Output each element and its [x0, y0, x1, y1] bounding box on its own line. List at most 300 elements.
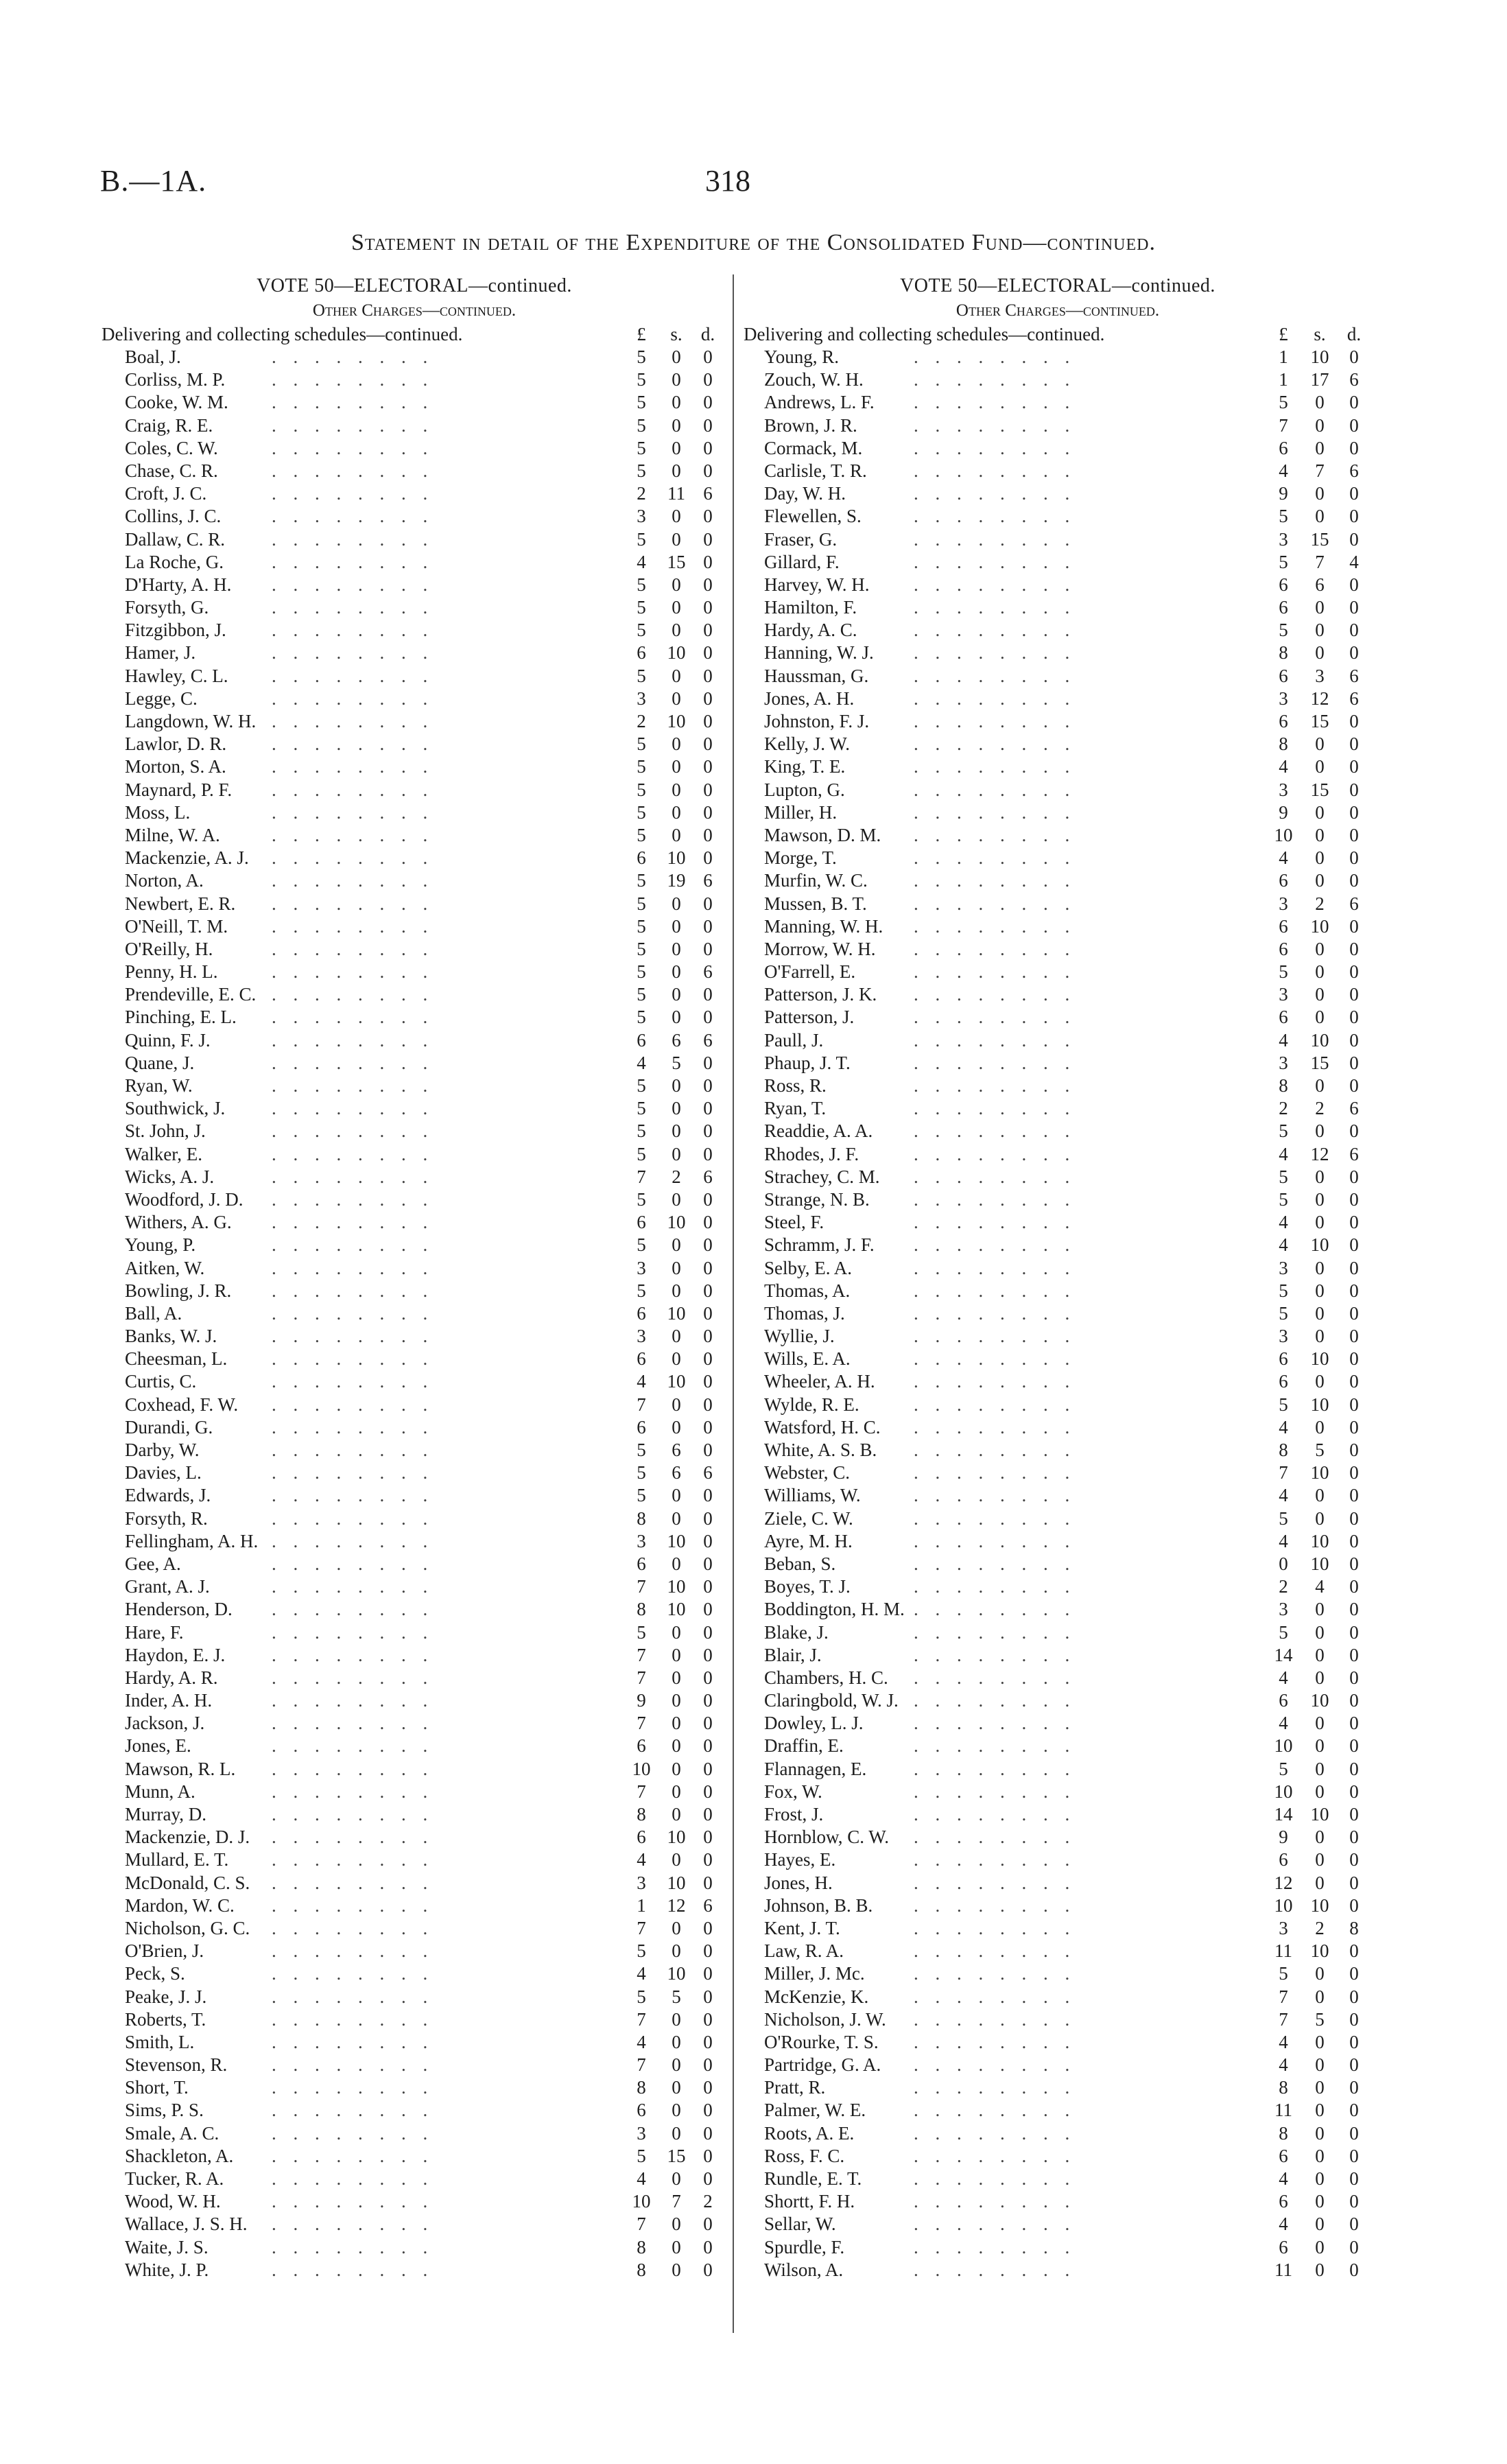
payee-name: Wood, W. H. — [125, 2191, 221, 2212]
amount-pence: 0 — [1349, 801, 1359, 823]
leader-dots: . . . . . . . . — [272, 1917, 434, 1938]
leader-dots: . . . . . . . . — [272, 2168, 434, 2189]
amount-pounds: 14 — [1274, 1644, 1293, 1665]
ledger-row — [102, 1689, 727, 1712]
amount-pounds: 6 — [637, 1553, 646, 1574]
payee-name: Morton, S. A. — [125, 756, 226, 777]
payee-name: Boddington, H. M. — [764, 1599, 905, 1620]
amount-shillings: 2 — [1315, 1098, 1325, 1119]
amount-pounds: 6 — [637, 1212, 646, 1233]
payee-name: Blair, J. — [764, 1644, 822, 1665]
ledger-row — [102, 915, 727, 938]
amount-pounds: 8 — [637, 1599, 646, 1620]
leader-dots: . . . . . . . . — [914, 392, 1076, 413]
payee-name: Smith, L. — [125, 2031, 195, 2052]
leader-dots: . . . . . . . . — [914, 2145, 1076, 2166]
leader-dots: . . . . . . . . — [914, 2214, 1076, 2235]
leader-dots: . . . . . . . . — [914, 1530, 1076, 1551]
amount-pence: 0 — [1349, 1576, 1359, 1597]
amount-shillings: 0 — [1315, 1781, 1325, 1802]
shillings-heading: s. — [670, 324, 683, 344]
ledger-row — [744, 1439, 1372, 1462]
amount-shillings: 10 — [667, 1212, 686, 1233]
amount-pence: 0 — [1349, 414, 1359, 436]
ledger-row — [102, 1097, 727, 1120]
amount-pence: 6 — [703, 483, 713, 504]
leader-dots: . . . . . . . . — [272, 734, 434, 755]
amount-pence: 0 — [1349, 483, 1359, 504]
leader-dots: . . . . . . . . — [272, 483, 434, 504]
leader-dots: . . . . . . . . — [272, 1234, 434, 1256]
amount-shillings: 0 — [1315, 1485, 1325, 1506]
amount-shillings: 0 — [672, 2168, 681, 2189]
ledger-row — [102, 2076, 727, 2099]
ledger-row — [744, 1143, 1372, 1166]
amount-pounds: 5 — [637, 392, 646, 413]
amount-pence: 0 — [703, 1713, 713, 1734]
amount-pounds: 8 — [637, 2077, 646, 2098]
amount-shillings: 0 — [672, 801, 681, 823]
page-number: 318 — [705, 164, 750, 198]
ledger-row — [102, 847, 727, 869]
payee-name: Morrow, W. H. — [764, 938, 876, 959]
leader-dots: . . . . . . . . — [914, 1485, 1076, 1506]
payee-name: Brown, J. R. — [764, 414, 857, 436]
amount-pence: 0 — [703, 1280, 713, 1301]
ledger-row — [102, 1598, 727, 1621]
amount-shillings: 0 — [1315, 1644, 1325, 1665]
amount-pence: 0 — [703, 620, 713, 641]
amount-pounds: 7 — [637, 1917, 646, 1938]
amount-pence: 0 — [1349, 1188, 1359, 1210]
leader-dots: . . . . . . . . — [272, 2145, 434, 2166]
leader-dots: . . . . . . . . — [272, 2214, 434, 2235]
amount-shillings: 0 — [1315, 1963, 1325, 1984]
amount-shillings: 0 — [1315, 870, 1325, 891]
left-column — [102, 273, 727, 2281]
amount-pence: 0 — [703, 2008, 713, 2030]
amount-pounds: 5 — [1279, 1507, 1288, 1529]
leader-dots: . . . . . . . . — [914, 414, 1076, 436]
payee-name: King, T. E. — [764, 756, 846, 777]
amount-pounds: 2 — [637, 711, 646, 731]
payee-name: Croft, J. C. — [125, 483, 207, 504]
leader-dots: . . . . . . . . — [272, 1440, 434, 1460]
vote-heading: VOTE 50—ELECTORAL—continued. — [257, 275, 572, 296]
ledger-row — [744, 755, 1372, 778]
amount-shillings: 0 — [672, 414, 681, 436]
amount-pounds: 5 — [637, 961, 646, 983]
amount-pence: 0 — [1349, 1440, 1359, 1460]
payee-name: Pratt, R. — [764, 2077, 826, 2098]
amount-pence: 0 — [1349, 2236, 1359, 2257]
amount-shillings: 0 — [672, 1007, 681, 1028]
leader-dots: . . . . . . . . — [272, 369, 434, 390]
ledger-row — [102, 938, 727, 961]
amount-shillings: 12 — [1310, 688, 1329, 709]
amount-shillings: 0 — [1315, 756, 1325, 777]
leader-dots: . . . . . . . . — [272, 1872, 434, 1893]
amount-pounds: 5 — [1279, 1120, 1288, 1142]
payee-name: Shackleton, A. — [125, 2145, 234, 2166]
amount-shillings: 6 — [672, 1029, 681, 1051]
payee-name: Day, W. H. — [764, 483, 846, 504]
payee-name: Quane, J. — [125, 1052, 195, 1073]
payee-name: Beban, S. — [764, 1553, 836, 1574]
ledger-row — [744, 574, 1372, 596]
leader-dots: . . . . . . . . — [272, 847, 434, 869]
leader-dots: . . . . . . . . — [914, 847, 1076, 869]
leader-dots: . . . . . . . . — [914, 1280, 1076, 1301]
amount-shillings: 6 — [672, 1462, 681, 1483]
amount-pounds: 5 — [637, 1280, 646, 1301]
leader-dots: . . . . . . . . — [272, 2077, 434, 2098]
leader-dots: . . . . . . . . — [272, 1621, 434, 1643]
leader-dots: . . . . . . . . — [914, 1052, 1076, 1073]
amount-pence: 0 — [703, 847, 713, 869]
payee-name: Darby, W. — [125, 1440, 200, 1460]
payee-name: Draffin, E. — [764, 1735, 844, 1757]
amount-pence: 0 — [1349, 1963, 1359, 1984]
ledger-row — [102, 2213, 727, 2236]
ledger-row — [102, 1644, 727, 1667]
amount-pounds: 7 — [1279, 1462, 1288, 1483]
amount-pence: 0 — [1349, 392, 1359, 413]
payee-name: White, A. S. B. — [764, 1440, 877, 1460]
payee-name: Wylde, R. E. — [764, 1394, 859, 1415]
amount-shillings: 0 — [1315, 938, 1325, 959]
ledger-row — [744, 1188, 1372, 1211]
amount-shillings: 0 — [672, 1690, 681, 1711]
amount-shillings: 7 — [672, 2191, 681, 2212]
leader-dots: . . . . . . . . — [272, 1849, 434, 1870]
leader-dots: . . . . . . . . — [914, 1371, 1076, 1392]
ledger-row — [102, 733, 727, 755]
amount-shillings: 0 — [672, 938, 681, 959]
leader-dots: . . . . . . . . — [914, 1507, 1076, 1529]
amount-pence: 0 — [1349, 1849, 1359, 1870]
amount-pence: 6 — [1349, 460, 1359, 481]
amount-pounds: 3 — [637, 1530, 646, 1551]
amount-pounds: 6 — [1279, 597, 1288, 618]
ledger-row — [744, 1872, 1372, 1894]
amount-pounds: 4 — [1279, 1667, 1288, 1688]
amount-shillings: 0 — [1315, 847, 1325, 869]
payee-name: Morge, T. — [764, 847, 837, 869]
ledger-row — [102, 2099, 727, 2122]
amount-shillings: 0 — [672, 2031, 681, 2052]
amount-shillings: 10 — [667, 1576, 686, 1597]
leader-dots: . . . . . . . . — [272, 2191, 434, 2212]
payee-name: Roberts, T. — [125, 2008, 206, 2030]
amount-shillings: 10 — [1310, 1894, 1329, 1916]
ledger-row — [744, 1348, 1372, 1370]
amount-pounds: 6 — [1279, 437, 1288, 458]
leader-dots: . . . . . . . . — [914, 984, 1076, 1005]
amount-shillings: 0 — [1315, 2259, 1325, 2280]
amount-pence: 0 — [1349, 2214, 1359, 2235]
amount-shillings: 15 — [1310, 1052, 1329, 1073]
ledger-row — [744, 2259, 1372, 2281]
amount-shillings: 0 — [672, 1621, 681, 1643]
amount-shillings: 10 — [1310, 1553, 1329, 1574]
amount-pounds: 2 — [637, 483, 646, 504]
payee-name: White, J. P. — [125, 2259, 209, 2280]
ledger-row — [744, 893, 1372, 915]
amount-pence: 0 — [1349, 1621, 1359, 1643]
ledger-row — [102, 2008, 727, 2031]
leader-dots: . . . . . . . . — [914, 1143, 1076, 1164]
amount-pence: 0 — [1349, 1872, 1359, 1893]
leader-dots: . . . . . . . . — [914, 1804, 1076, 1824]
payee-name: Chase, C. R. — [125, 460, 218, 481]
amount-pence: 0 — [1349, 1257, 1359, 1278]
payee-name: Fellingham, A. H. — [125, 1530, 259, 1551]
amount-pence: 6 — [703, 1462, 713, 1483]
amount-pounds: 4 — [1279, 2214, 1288, 2235]
leader-dots: . . . . . . . . — [272, 2008, 434, 2030]
payee-name: Boyes, T. J. — [764, 1576, 851, 1597]
ledger-row — [744, 1234, 1372, 1256]
amount-pence: 0 — [703, 1667, 713, 1688]
payee-name: Sellar, W. — [764, 2214, 836, 2235]
amount-pence: 0 — [703, 2236, 713, 2257]
amount-pounds: 10 — [1274, 1735, 1293, 1757]
amount-pounds: 14 — [1274, 1804, 1293, 1824]
payee-name: O'Farrell, E. — [764, 961, 856, 983]
payee-name: Forsyth, R. — [125, 1507, 208, 1529]
ledger-row — [102, 961, 727, 983]
amount-shillings: 0 — [1315, 2168, 1325, 2189]
amount-pounds: 5 — [637, 597, 646, 618]
amount-shillings: 10 — [1310, 347, 1329, 367]
amount-shillings: 0 — [1315, 2031, 1325, 2052]
leader-dots: . . . . . . . . — [914, 1302, 1076, 1324]
amount-pence: 0 — [1349, 1804, 1359, 1824]
payee-name: D'Harty, A. H. — [125, 574, 232, 595]
payee-name: Stevenson, R. — [125, 2054, 228, 2076]
amount-pounds: 5 — [1279, 1280, 1288, 1301]
payee-name: Wyllie, J. — [764, 1326, 835, 1347]
amount-shillings: 10 — [667, 711, 686, 731]
leader-dots: . . . . . . . . — [272, 1690, 434, 1711]
amount-pounds: 4 — [1279, 2031, 1288, 2052]
ledger-row — [102, 1872, 727, 1894]
amount-pounds: 7 — [1279, 414, 1288, 436]
payee-name: Mussen, B. T. — [764, 893, 867, 914]
amount-pounds: 2 — [1279, 1576, 1288, 1597]
amount-pounds: 10 — [632, 1758, 651, 1779]
amount-pence: 0 — [1349, 2031, 1359, 2052]
ledger-row — [102, 437, 727, 460]
amount-shillings: 10 — [667, 642, 686, 664]
amount-shillings: 0 — [1315, 2054, 1325, 2076]
amount-shillings: 0 — [672, 2100, 681, 2121]
right-column — [744, 273, 1372, 2281]
payee-name: Cooke, W. M. — [125, 392, 228, 413]
leader-dots: . . . . . . . . — [914, 2191, 1076, 2212]
amount-shillings: 15 — [1310, 528, 1329, 550]
ledger-row — [744, 2122, 1372, 2145]
payee-name: Nicholson, G. C. — [125, 1917, 250, 1938]
ledger-row — [744, 1257, 1372, 1280]
amount-pounds: 11 — [1274, 2100, 1292, 2121]
amount-pence: 0 — [703, 1872, 713, 1893]
amount-shillings: 2 — [1315, 893, 1325, 914]
amount-pounds: 4 — [1279, 1416, 1288, 1438]
amount-pounds: 4 — [1279, 2168, 1288, 2189]
amount-shillings: 10 — [667, 1872, 686, 1893]
amount-shillings: 7 — [1315, 551, 1325, 572]
ledger-row — [102, 551, 727, 574]
leader-dots: . . . . . . . . — [914, 2236, 1076, 2257]
payee-name: Davies, L. — [125, 1462, 202, 1483]
amount-shillings: 5 — [1315, 1440, 1325, 1460]
leader-dots: . . . . . . . . — [272, 1007, 434, 1028]
ledger-row — [744, 482, 1372, 505]
amount-pounds: 9 — [1279, 1827, 1288, 1848]
amount-pounds: 10 — [1274, 824, 1293, 845]
amount-pence: 0 — [703, 1302, 713, 1324]
amount-pence: 0 — [1349, 642, 1359, 664]
payee-name: Haussman, G. — [764, 665, 869, 686]
amount-shillings: 0 — [1315, 1280, 1325, 1301]
ledger-row — [744, 779, 1372, 801]
leader-dots: . . . . . . . . — [914, 2054, 1076, 2076]
ledger-row — [744, 1530, 1372, 1553]
amount-pounds: 4 — [1279, 1713, 1288, 1734]
ledger-row — [102, 755, 727, 778]
payee-name: Fraser, G. — [764, 528, 838, 550]
amount-pence: 0 — [1349, 1485, 1359, 1506]
amount-pounds: 4 — [1279, 1143, 1288, 1164]
amount-pounds: 3 — [1279, 984, 1288, 1005]
ledger-row — [102, 665, 727, 688]
ledger-row — [744, 2054, 1372, 2076]
schedule-heading: Delivering and collecting schedules—continued. — [102, 324, 463, 344]
payee-name: Hardy, A. R. — [125, 1667, 218, 1688]
ledger-row — [744, 391, 1372, 414]
amount-shillings: 0 — [672, 1507, 681, 1529]
payee-name: Zouch, W. H. — [764, 369, 864, 390]
amount-shillings: 12 — [1310, 1143, 1329, 1164]
amount-pence: 0 — [703, 938, 713, 959]
payee-name: Paull, J. — [764, 1029, 824, 1051]
amount-pounds: 10 — [1274, 1894, 1293, 1916]
amount-pounds: 5 — [637, 779, 646, 800]
shillings-heading: s. — [1314, 324, 1326, 344]
ledger-row — [744, 1052, 1372, 1075]
amount-pounds: 6 — [1279, 1371, 1288, 1392]
amount-pence: 0 — [1349, 1462, 1359, 1483]
amount-pounds: 6 — [1279, 1849, 1288, 1870]
ledger-row — [102, 1211, 727, 1234]
payee-name: Ayre, M. H. — [764, 1530, 853, 1551]
amount-pounds: 6 — [1279, 1007, 1288, 1028]
ledger-row — [744, 1302, 1372, 1325]
amount-pounds: 5 — [637, 1440, 646, 1460]
payee-name: Short, T. — [125, 2077, 189, 2098]
amount-pounds: 5 — [1279, 1394, 1288, 1415]
amount-shillings: 0 — [672, 1120, 681, 1142]
amount-shillings: 0 — [1315, 1212, 1325, 1233]
amount-shillings: 10 — [1310, 1690, 1329, 1711]
amount-pence: 4 — [1349, 551, 1359, 572]
amount-pounds: 6 — [1279, 870, 1288, 891]
amount-pounds: 3 — [637, 688, 646, 709]
ledger-row — [744, 1507, 1372, 1530]
payee-name: Rundle, E. T. — [764, 2168, 862, 2189]
payee-name: Tucker, R. A. — [125, 2168, 224, 2189]
amount-pence: 0 — [703, 1212, 713, 1233]
amount-pence: 0 — [703, 801, 713, 823]
amount-pence: 0 — [703, 1257, 713, 1278]
ledger-row — [744, 1712, 1372, 1735]
pounds-heading: £ — [637, 324, 646, 344]
amount-pence: 0 — [703, 1690, 713, 1711]
ledger-row — [744, 1986, 1372, 2008]
ledger-row — [744, 2031, 1372, 2054]
amount-pounds: 5 — [637, 1940, 646, 1962]
leader-dots: . . . . . . . . — [914, 2122, 1076, 2144]
amount-shillings: 0 — [672, 1917, 681, 1938]
amount-shillings: 0 — [1315, 2236, 1325, 2257]
ledger-row — [102, 368, 727, 391]
amount-pounds: 8 — [637, 1507, 646, 1529]
ledger-row — [102, 1234, 727, 1256]
leader-dots: . . . . . . . . — [914, 1894, 1076, 1916]
amount-pounds: 6 — [1279, 2145, 1288, 2166]
amount-shillings: 5 — [1315, 2008, 1325, 2030]
ledger-row — [102, 1370, 727, 1393]
ledger-row — [102, 346, 727, 368]
payee-name: Kelly, J. W. — [764, 734, 851, 755]
payee-name: Ziele, C. W. — [764, 1507, 853, 1529]
amount-shillings: 0 — [1315, 801, 1325, 823]
leader-dots: . . . . . . . . — [272, 2054, 434, 2076]
amount-shillings: 10 — [1310, 1804, 1329, 1824]
ledger-row — [744, 710, 1372, 733]
ledger-row — [102, 1394, 727, 1416]
amount-pounds: 5 — [637, 870, 646, 891]
amount-pence: 0 — [703, 597, 713, 618]
payee-name: Pinching, E. L. — [125, 1007, 237, 1028]
leader-dots: . . . . . . . . — [272, 801, 434, 823]
amount-shillings: 10 — [1310, 915, 1329, 937]
amount-pence: 0 — [703, 1758, 713, 1779]
amount-pence: 0 — [1349, 1120, 1359, 1142]
ledger-row — [744, 528, 1372, 551]
amount-shillings: 0 — [1315, 1599, 1325, 1620]
leader-dots: . . . . . . . . — [272, 1485, 434, 1506]
amount-pence: 0 — [703, 1553, 713, 1574]
amount-pounds: 5 — [1279, 1302, 1288, 1324]
amount-pounds: 6 — [1279, 938, 1288, 959]
amount-shillings: 0 — [1315, 1257, 1325, 1278]
payee-name: McDonald, C. S. — [125, 1872, 250, 1893]
ledger-row — [744, 801, 1372, 824]
pence-heading: d. — [700, 324, 715, 344]
leader-dots: . . . . . . . . — [272, 642, 434, 664]
amount-pounds: 6 — [1279, 915, 1288, 937]
amount-shillings: 0 — [1315, 1872, 1325, 1893]
ledger-row — [102, 1803, 727, 1826]
ledger-row — [744, 2213, 1372, 2236]
payee-name: Young, P. — [125, 1234, 196, 1256]
amount-pounds: 7 — [637, 1781, 646, 1802]
payee-name: O'Rourke, T. S. — [764, 2031, 879, 2052]
payee-name: Palmer, W. E. — [764, 2100, 866, 2121]
